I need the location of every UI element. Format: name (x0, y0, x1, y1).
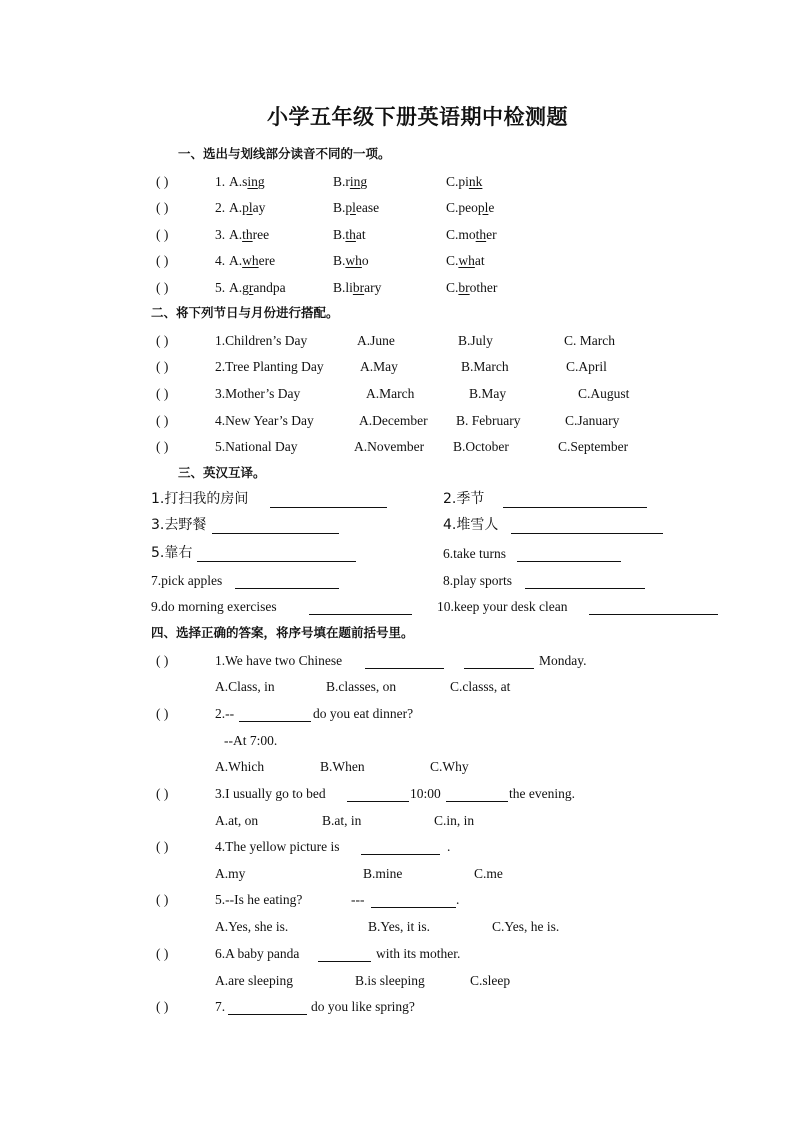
answer-bracket[interactable]: ( ) (156, 359, 169, 374)
option-text-part: B. (333, 227, 346, 242)
question-text-end: with its mother. (376, 946, 461, 961)
answer-bracket[interactable]: ( ) (156, 200, 169, 215)
option-a: A.June (357, 333, 395, 348)
festival-name: 1.Children’s Day (215, 333, 308, 348)
option-a: A.at, on (215, 813, 259, 828)
option-text-part: C.mo (446, 227, 476, 242)
answer-bracket[interactable]: ( ) (156, 386, 169, 401)
translate-item-5: 5.靠右 (151, 545, 193, 561)
option-text-part: A. (229, 253, 243, 268)
option-b (333, 201, 379, 215)
option-b (333, 228, 366, 242)
option-c: C.classs, at (450, 679, 511, 694)
option-text-part: ay (252, 200, 266, 215)
option-a (229, 281, 286, 295)
option-text-part: A.s (229, 174, 248, 189)
option-text-part: o (361, 253, 369, 268)
festival-name: 5.National Day (215, 439, 298, 454)
option-c (446, 201, 494, 215)
option-text-part: other (469, 280, 498, 295)
option-text-part: ere (258, 253, 276, 268)
option-a: A.my (215, 866, 246, 881)
underlined-letters: th (345, 227, 356, 242)
question-text: 3.I usually go to bed (215, 786, 326, 801)
question-text-end: do you like spring? (311, 999, 415, 1014)
answer-bracket[interactable]: ( ) (156, 786, 169, 801)
answer-blank[interactable] (318, 961, 371, 962)
answer-blank[interactable] (517, 561, 621, 562)
question-text-end: do you eat dinner? (313, 706, 414, 721)
option-c (446, 228, 497, 242)
option-text-part: g (257, 174, 265, 189)
option-c: C.me (474, 866, 503, 881)
underlined-letters: pl (242, 200, 253, 215)
answer-blank[interactable] (361, 854, 440, 855)
option-text-part: A. (229, 227, 243, 242)
option-text-part: at (355, 227, 366, 242)
answer-bracket[interactable]: ( ) (156, 333, 169, 348)
option-a: A.Yes, she is. (215, 919, 289, 934)
option-text-part: ease (355, 200, 380, 215)
question-text-end: . (447, 839, 451, 854)
option-text-part: C.pi (446, 174, 469, 189)
option-a: A.December (359, 413, 428, 428)
underlined-letters: pl (477, 200, 489, 215)
translate-item-7: 7.pick apples (151, 573, 223, 588)
question-text: 2.-- (215, 706, 235, 721)
option-b: B.classes, on (326, 679, 397, 694)
option-text-part: B.r (333, 174, 350, 189)
option-text-part: C.peo (446, 200, 478, 215)
answer-bracket[interactable]: ( ) (156, 174, 169, 189)
answer-blank[interactable] (525, 588, 645, 589)
option-b (333, 175, 367, 189)
option-c (446, 175, 482, 189)
underlined-letters: in (349, 174, 361, 189)
option-a: A.Which (215, 759, 265, 774)
option-c (446, 281, 497, 295)
festival-name: 2.Tree Planting Day (215, 359, 324, 374)
answer-blank[interactable] (270, 507, 387, 508)
answer-bracket[interactable]: ( ) (156, 653, 169, 668)
underlined-letters: wh (458, 253, 475, 268)
option-text-part: C. (446, 280, 459, 295)
option-b: B.March (461, 359, 509, 374)
question-text: 5.--Is he eating? (215, 892, 303, 907)
question-number: 1. (215, 174, 226, 189)
underlined-letters: in (247, 174, 258, 189)
question-text: 4.The yellow picture is (215, 839, 340, 854)
option-text-part: B.li (333, 280, 353, 295)
option-b: B.July (458, 333, 493, 348)
option-c: C.January (565, 413, 620, 428)
section-4-heading: 四、选择正确的答案，将序号填在题前括号里。 (151, 625, 414, 640)
option-text-part: er (486, 227, 497, 242)
underlined-letters: wh (242, 253, 259, 268)
underlined-letters: th (475, 227, 487, 242)
answer-blank[interactable] (212, 533, 339, 534)
option-c: C.Why (430, 759, 469, 774)
option-b: B. February (456, 413, 521, 428)
answer-blank[interactable] (589, 614, 718, 615)
underlined-letters: nk (468, 174, 483, 189)
answer-blank[interactable] (197, 561, 356, 562)
option-a: A.March (366, 386, 415, 401)
question-text: 7. (215, 999, 226, 1014)
answer-bracket[interactable]: ( ) (156, 946, 169, 961)
option-text-part: e (488, 200, 495, 215)
answer-blank[interactable] (446, 801, 508, 802)
option-a (229, 228, 269, 242)
page-title: 小学五年级下册英语期中检测题 (267, 105, 568, 129)
question-text-end: the evening. (509, 786, 575, 801)
answer-blank[interactable] (365, 668, 444, 669)
translate-item-4: 4.堆雪人 (443, 517, 499, 533)
option-a (229, 254, 275, 268)
festival-name: 3.Mother’s Day (215, 386, 301, 401)
translate-item-3: 3.去野餐 (151, 517, 207, 533)
answer-blank[interactable] (228, 1014, 307, 1015)
answer-blank[interactable] (464, 668, 534, 669)
option-c (446, 254, 485, 268)
question-number: 2. (215, 200, 226, 215)
question-number: 5. (215, 280, 226, 295)
option-text-part: C. (446, 253, 459, 268)
option-b: B.at, in (322, 813, 362, 828)
option-a: A.Class, in (215, 679, 275, 694)
translate-item-10: 10.keep your desk clean (437, 599, 568, 614)
option-b: B.mine (363, 866, 403, 881)
translate-item-2: 2.季节 (443, 491, 485, 507)
answer-bracket[interactable]: ( ) (156, 280, 169, 295)
answer-bracket[interactable]: ( ) (156, 999, 169, 1014)
option-text-part: g (360, 174, 368, 189)
option-b: B.When (320, 759, 365, 774)
festival-name: 4.New Year’s Day (215, 413, 314, 428)
underlined-letters: th (242, 227, 253, 242)
answer-blank[interactable] (503, 507, 647, 508)
option-b: B.May (469, 386, 507, 401)
answer-bracket[interactable]: ( ) (156, 253, 169, 268)
question-text: 6.A baby panda (215, 946, 300, 961)
answer-blank[interactable] (239, 721, 311, 722)
question-number: 3. (215, 227, 226, 242)
section-2-heading: 二、将下列节日与月份进行搭配。 (151, 305, 339, 320)
option-text-part: ary (364, 280, 382, 295)
answer-bracket[interactable]: ( ) (156, 839, 169, 854)
option-text-part: andpa (253, 280, 286, 295)
option-a (229, 175, 265, 189)
answer-blank[interactable] (347, 801, 409, 802)
question-number: 4. (215, 253, 226, 268)
section-3-heading: 三、英汉互译。 (178, 465, 266, 480)
option-b: B.is sleeping (355, 973, 425, 988)
option-text-part: B. (333, 200, 346, 215)
option-a: A.are sleeping (215, 973, 293, 988)
question-text: 1.We have two Chinese (215, 653, 343, 668)
option-text-part: B. (333, 253, 346, 268)
answer-bracket[interactable]: ( ) (156, 227, 169, 242)
option-c: C.in, in (434, 813, 475, 828)
option-a (229, 201, 265, 215)
answer-blank[interactable] (371, 907, 456, 908)
option-text-part: A. (229, 280, 243, 295)
option-c: C.August (578, 386, 630, 401)
underlined-letters: gr (242, 280, 254, 295)
underlined-letters: br (458, 280, 470, 295)
option-a: A.November (354, 439, 425, 454)
answer-bracket[interactable]: ( ) (156, 439, 169, 454)
translate-item-1: 1.打扫我的房间 (151, 491, 249, 507)
option-c: C.sleep (470, 973, 511, 988)
option-c: C.April (566, 359, 607, 374)
underlined-letters: pl (345, 200, 356, 215)
underlined-letters: wh (345, 253, 362, 268)
question-answer-line: --At 7:00. (224, 733, 278, 748)
option-text-part: ree (252, 227, 270, 242)
question-text-end: Monday. (539, 653, 587, 668)
translate-item-6: 6.take turns (443, 546, 506, 561)
option-b: B.Yes, it is. (368, 919, 431, 934)
translate-item-8: 8.play sports (443, 573, 512, 588)
answer-blank[interactable] (235, 588, 339, 589)
translate-item-9: 9.do morning exercises (151, 599, 277, 614)
question-text-end: . (456, 892, 460, 907)
option-b (333, 254, 369, 268)
option-text-part: at (474, 253, 485, 268)
answer-blank[interactable] (309, 614, 412, 615)
option-c: C.Yes, he is. (492, 919, 560, 934)
question-text-mid: 10:00 (410, 786, 441, 801)
option-a: A.May (360, 359, 398, 374)
option-c: C.September (558, 439, 629, 454)
answer-blank[interactable] (511, 533, 663, 534)
option-c: C. March (564, 333, 615, 348)
option-b: B.October (453, 439, 509, 454)
underlined-letters: br (352, 280, 365, 295)
answer-bracket[interactable]: ( ) (156, 706, 169, 721)
answer-bracket[interactable]: ( ) (156, 413, 169, 428)
option-b (333, 281, 381, 295)
question-answer-prefix: --- (351, 892, 365, 907)
section-1-heading: 一、选出与划线部分读音不同的一项。 (178, 146, 391, 161)
option-text-part: A. (229, 200, 243, 215)
answer-bracket[interactable]: ( ) (156, 892, 169, 907)
